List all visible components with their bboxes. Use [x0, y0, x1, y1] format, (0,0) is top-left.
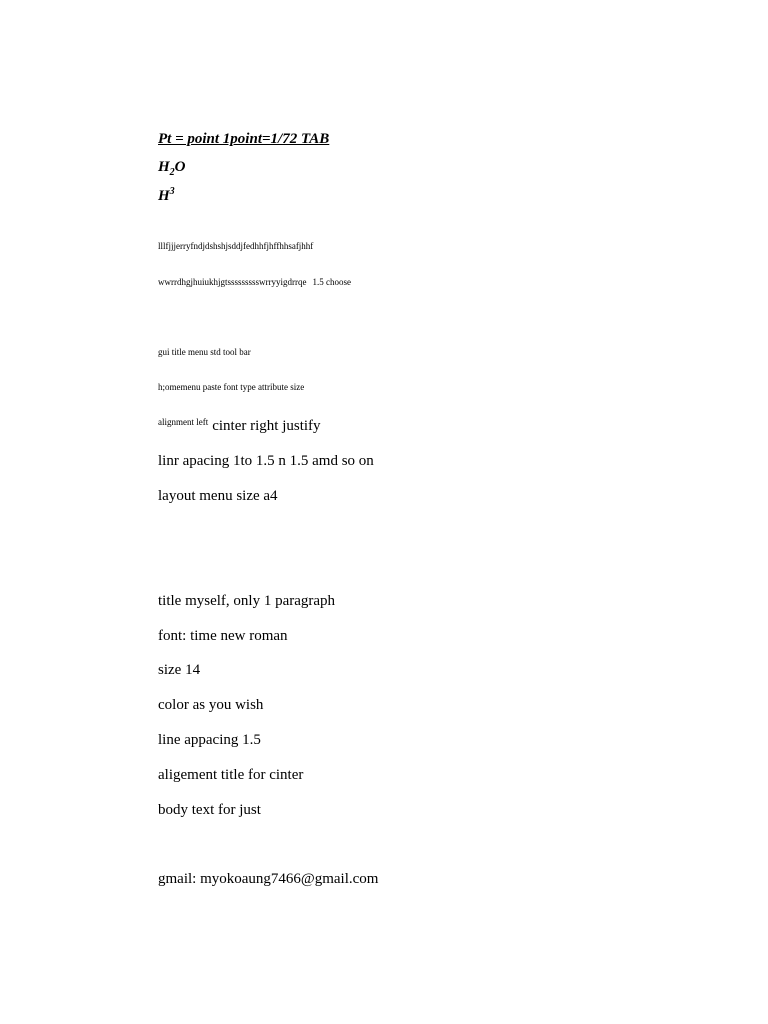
small-text-line-2-a: wwrrdhgjhuiukhjgtssssssssswrryyigdrrqe — [158, 277, 307, 287]
line-appacing-text: line appacing 1.5 — [158, 732, 261, 748]
heading-point-tab — [158, 132, 329, 147]
h2o-subscript: 2 — [169, 167, 175, 178]
heading-h2o — [158, 160, 186, 178]
alignment-line — [158, 418, 321, 434]
gmail-text: gmail: myokoaung7466@gmail.com — [158, 871, 379, 887]
font-text: font: time new roman — [158, 628, 288, 644]
heading-point-tab-text: Pt = point 1point=1/72 TAB — [158, 131, 330, 147]
size-text: size 14 — [158, 662, 201, 678]
title-myself-text: title myself, only 1 paragraph — [158, 593, 336, 609]
small-text-line-2-b: 1.5 choose — [312, 277, 351, 287]
alignment-small-text: alignment left — [158, 417, 209, 427]
body-text-line: body text for just — [158, 802, 261, 818]
layout-text: layout menu size a4 — [158, 488, 278, 504]
heading-h3 — [158, 187, 175, 204]
small-text-line-3: gui title menu std tool bar — [158, 347, 251, 357]
alignment-normal-text: cinter right justify — [212, 418, 321, 434]
small-text-line-1: lllfjjjerryfndjdshshjsddjfedhhfjhffhhsafjhhf — [158, 241, 314, 251]
h3-base: H — [158, 188, 170, 204]
small-text-line-4: h;omemenu paste font type attribute size — [158, 382, 305, 392]
aligement-title-text: aligement title for cinter — [158, 767, 304, 783]
h2o-base: H — [158, 159, 170, 175]
h2o-tail: O — [174, 159, 186, 175]
line-spacing-text: linr apacing 1to 1.5 n 1.5 amd so on — [158, 453, 374, 469]
h3-superscript: 3 — [169, 186, 175, 197]
color-text: color as you wish — [158, 697, 264, 713]
small-text-line-2 — [158, 278, 351, 287]
